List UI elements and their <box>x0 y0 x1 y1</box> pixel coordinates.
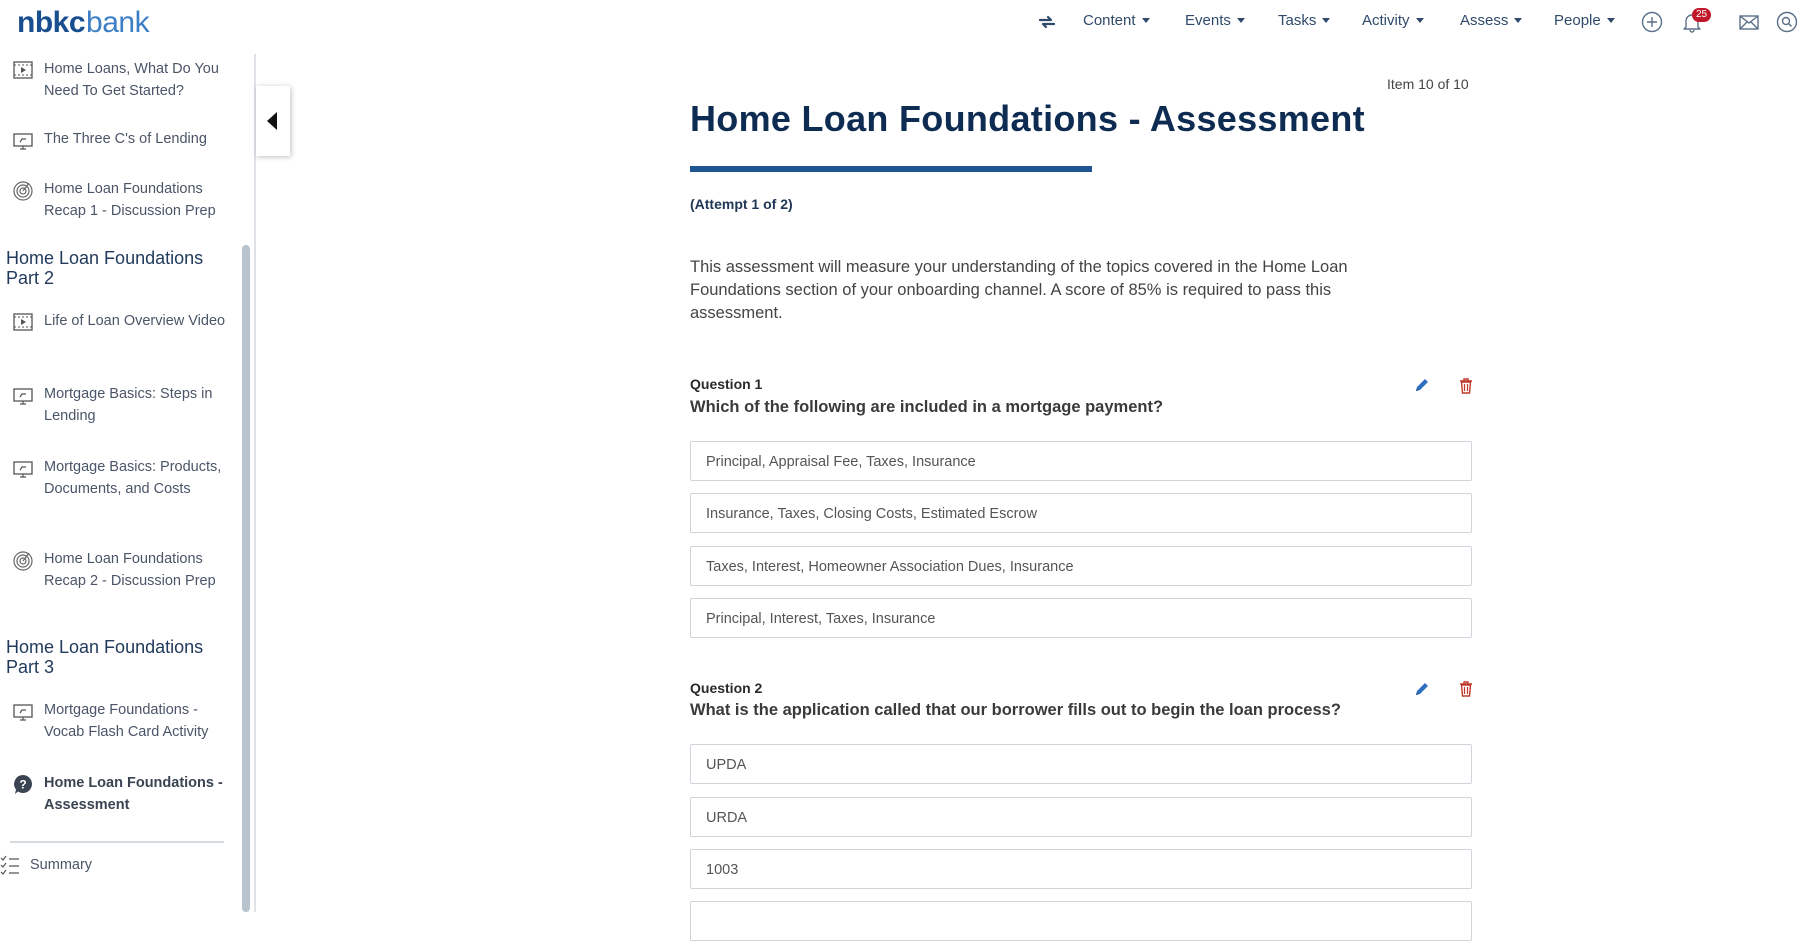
mail-icon[interactable] <box>1738 11 1760 33</box>
presentation-icon <box>12 700 34 722</box>
sidebar-divider <box>10 841 224 843</box>
sidebar-item-recap-2[interactable]: Home Loan Foundations Recap 2 - Discussion Prep <box>12 548 227 592</box>
chevron-down-icon <box>1514 18 1522 23</box>
question-1-label: Question 1 <box>690 376 763 392</box>
target-icon <box>12 549 34 571</box>
edit-icon[interactable] <box>1414 377 1430 393</box>
delete-icon[interactable] <box>1459 378 1473 394</box>
target-icon <box>12 179 34 201</box>
checklist-icon <box>0 855 20 875</box>
delete-icon[interactable] <box>1459 681 1473 697</box>
chevron-down-icon <box>1142 18 1150 23</box>
video-icon <box>12 59 34 81</box>
sidebar-item-life-of-loan[interactable]: Life of Loan Overview Video <box>12 310 227 333</box>
assessment-intro: This assessment will measure your understanding of the topics covered in the Home Loan Foundations section of your onboarding channel. A score of 85% is required to pass this assessment. <box>690 258 1348 322</box>
nav-activity[interactable]: Activity <box>1362 12 1424 29</box>
video-icon <box>12 311 34 333</box>
question-1-option-4[interactable]: Principal, Interest, Taxes, Insurance <box>690 598 1472 638</box>
sidebar-item-home-loans-get-started[interactable]: Home Loans, What Do You Need To Get Started? <box>12 58 227 102</box>
sidebar <box>0 54 240 912</box>
chevron-down-icon <box>1607 18 1615 23</box>
question-1-option-2[interactable]: Insurance, Taxes, Closing Costs, Estimated Escrow <box>690 493 1472 533</box>
presentation-icon <box>12 457 34 479</box>
sidebar-item-recap-1[interactable]: Home Loan Foundations Recap 1 - Discussion Prep <box>12 178 227 222</box>
presentation-icon <box>12 129 34 151</box>
chevron-down-icon <box>1322 18 1330 23</box>
question-icon <box>12 773 34 795</box>
nav-events[interactable]: Events <box>1185 12 1245 29</box>
sidebar-section-part-2[interactable]: Home Loan Foundations Part 2 <box>6 248 204 288</box>
sidebar-item-summary[interactable]: Summary <box>0 855 92 875</box>
top-bar <box>0 0 1800 54</box>
page-title: Home Loan Foundations - Assessment <box>690 98 1365 139</box>
question-2-option-2[interactable]: URDA <box>690 797 1472 837</box>
sidebar-item-products-documents-costs[interactable]: Mortgage Basics: Products, Documents, and Costs <box>12 456 227 500</box>
nbkc-logo[interactable]: nbkc bank <box>17 6 150 39</box>
question-2-option-4[interactable] <box>690 901 1472 941</box>
chevron-left-icon <box>256 86 290 156</box>
item-counter: Item 10 of 10 <box>1387 76 1469 92</box>
question-1-text: Which of the following are included in a mortgage payment? <box>690 398 1164 416</box>
sidebar-scrollbar[interactable] <box>242 245 250 912</box>
chevron-down-icon <box>1237 18 1245 23</box>
question-2-text: What is the application called that our borrower fills out to begin the loan process? <box>690 701 1341 719</box>
collapse-sidebar-button[interactable] <box>256 86 290 156</box>
nav-assess[interactable]: Assess <box>1460 12 1522 29</box>
sidebar-border <box>254 54 256 912</box>
sidebar-item-steps-in-lending[interactable]: Mortgage Basics: Steps in Lending <box>12 383 227 427</box>
notification-badge: 25 <box>1692 8 1711 22</box>
attempt-indicator: (Attempt 1 of 2) <box>690 196 793 212</box>
presentation-icon <box>12 384 34 406</box>
svg-text:?: ? <box>19 777 27 792</box>
question-1-option-3[interactable]: Taxes, Interest, Homeowner Association Dues, Insurance <box>690 546 1472 586</box>
nav-tasks[interactable]: Tasks <box>1278 12 1330 29</box>
nav-people[interactable]: People <box>1554 12 1615 29</box>
question-2-option-3[interactable]: 1003 <box>690 849 1472 889</box>
question-2-label: Question 2 <box>690 680 763 696</box>
search-icon[interactable] <box>1776 11 1798 33</box>
question-1-option-1[interactable]: Principal, Appraisal Fee, Taxes, Insurance <box>690 441 1472 481</box>
edit-icon[interactable] <box>1414 681 1430 697</box>
sidebar-section-part-3[interactable]: Home Loan Foundations Part 3 <box>6 637 204 677</box>
add-icon[interactable] <box>1641 11 1663 33</box>
switch-icon[interactable] <box>1036 11 1058 33</box>
question-2-option-1[interactable]: UPDA <box>690 744 1472 784</box>
nav-content[interactable]: Content <box>1083 12 1150 29</box>
title-underline <box>690 166 1092 172</box>
sidebar-item-vocab-flash-card[interactable]: Mortgage Foundations - Vocab Flash Card Activity <box>12 699 227 743</box>
sidebar-item-assessment[interactable]: ? Home Loan Foundations - Assessment <box>12 772 227 816</box>
chevron-down-icon <box>1416 18 1424 23</box>
sidebar-item-three-cs[interactable]: The Three C's of Lending <box>12 128 227 151</box>
